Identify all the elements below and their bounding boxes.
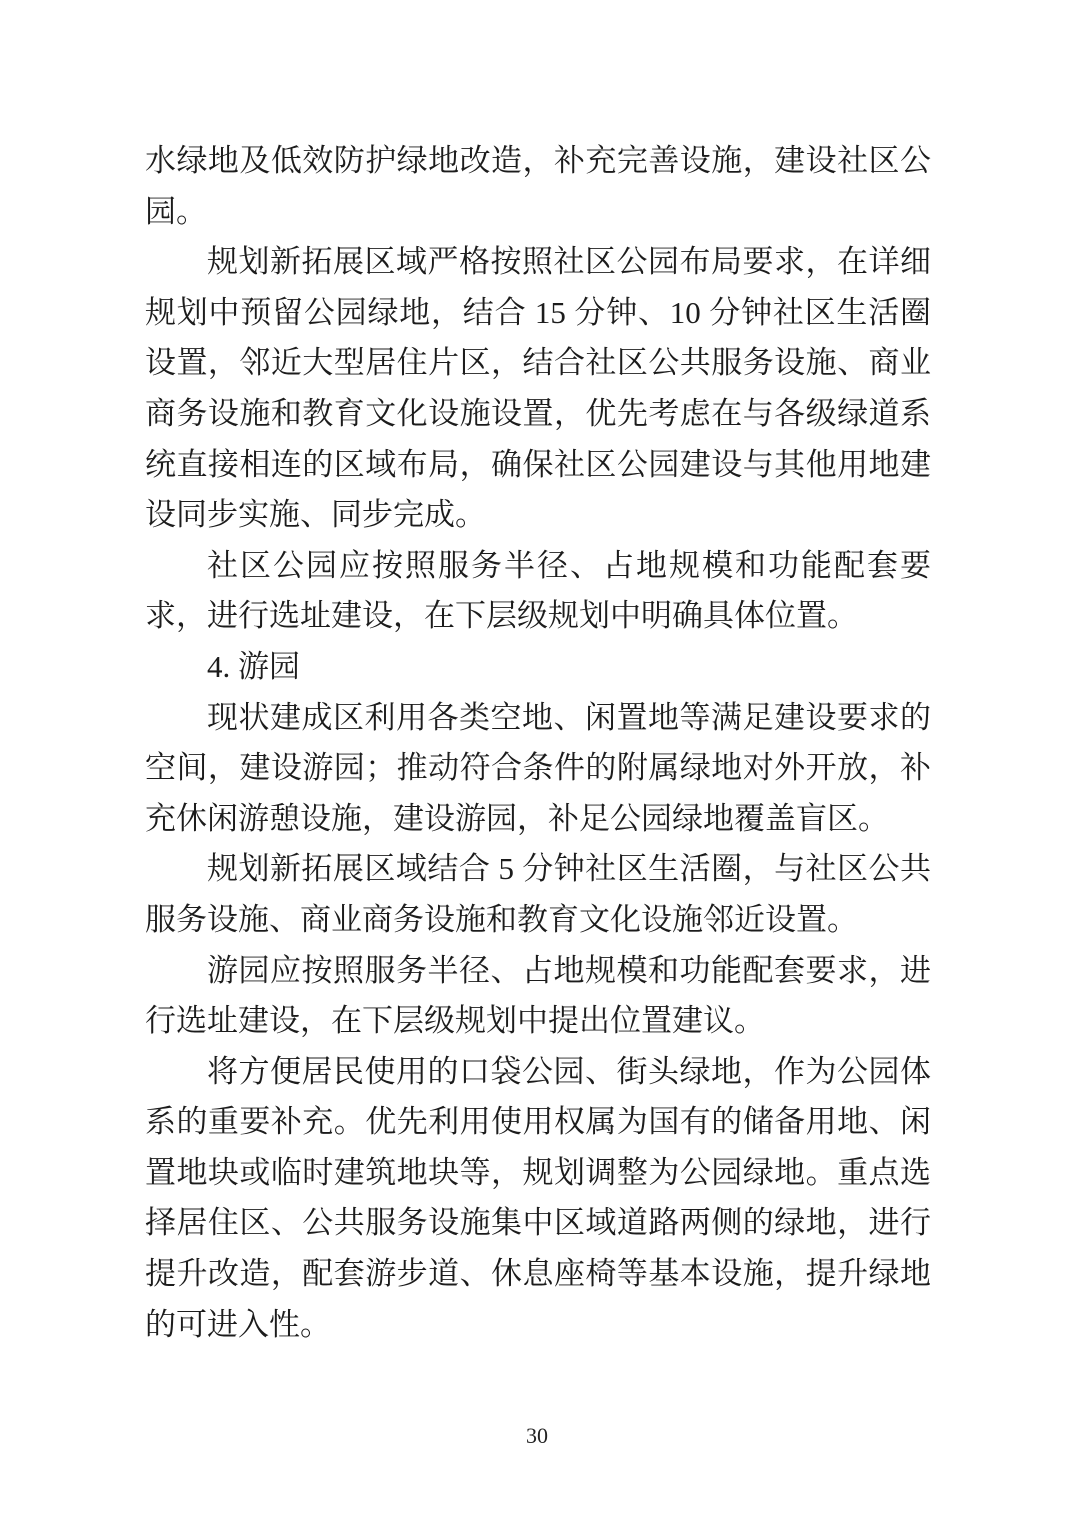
paragraph: 社区公园应按照服务半径、占地规模和功能配套要求，进行选址建设，在下层级规划中明确具体位置。 — [145, 547, 931, 634]
paragraph: 现状建成区利用各类空地、闲置地等满足建设要求的空间，建设游园；推动符合条件的附属绿地对外开放，补充休闲游憩设施，建设游园，补足公园绿地覆盖盲区。 — [145, 699, 931, 836]
paragraph: 游园应按照服务半径、占地规模和功能配套要求，进行选址建设，在下层级规划中提出位置建议。 — [145, 952, 931, 1039]
paragraph: 规划新拓展区域严格按照社区公园布局要求，在详细规划中预留公园绿地，结合 15 分钟、10 分钟社区生活圈设置，邻近大型居住片区，结合社区公共服务设施、商业商务设施和教育文化设施设置，优先考虑在与各级绿道系统直接相连的区域布局，确保社区公园建设与其他用地建设同步实施、同步完成。 — [145, 244, 931, 533]
page-number: 30 — [526, 1423, 548, 1448]
paragraph: 4. 游园 — [207, 648, 300, 684]
paragraph: 将方便居民使用的口袋公园、街头绿地，作为公园体系的重要补充。优先利用使用权属为国有的储备用地、闲置地块或临时建筑地块等，规划调整为公园绿地。重点选择居住区、公共服务设施集中区域道路两侧的绿地，进行提升改造，配套游步道、休息座椅等基本设施，提升绿地的可进入性。 — [145, 1053, 931, 1342]
paragraph: 规划新拓展区域结合 5 分钟社区生活圈，与社区公共服务设施、商业商务设施和教育文化设施邻近设置。 — [145, 851, 931, 937]
document-body — [145, 136, 931, 1350]
paragraph: 水绿地及低效防护绿地改造，补充完善设施，建设社区公园。 — [145, 143, 931, 229]
